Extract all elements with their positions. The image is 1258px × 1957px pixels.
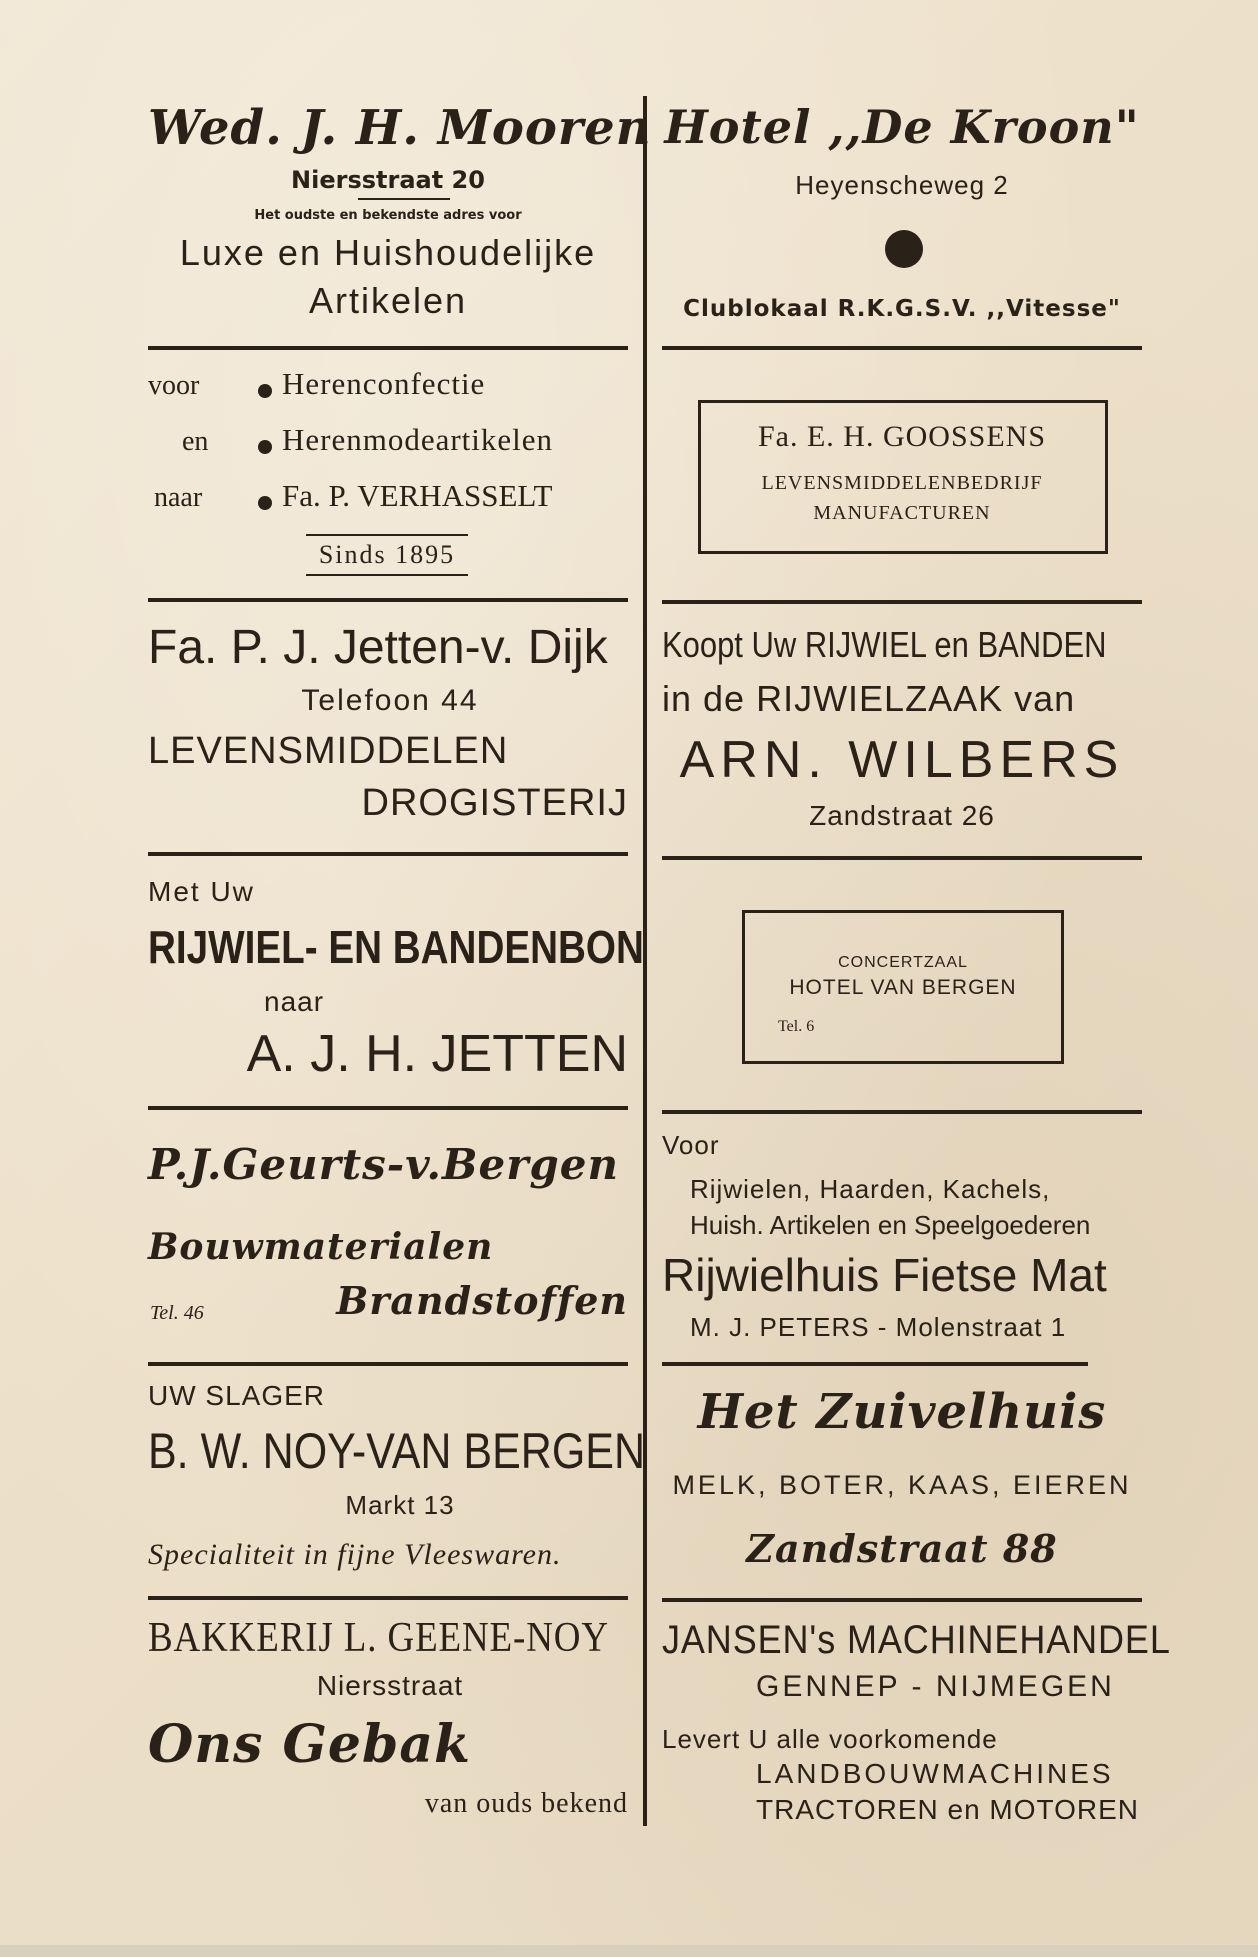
slager-specialty: Specialiteit in fijne Vleeswaren.	[148, 1538, 562, 1571]
fietsemat-line2: Huish. Artikelen en Speelgoederen	[690, 1210, 1091, 1240]
mooren-label-en: en	[182, 426, 209, 457]
bullet-icon	[258, 440, 272, 454]
jansen-line3: TRACTOREN en MOTOREN	[756, 1794, 1140, 1825]
mooren-underline	[358, 198, 450, 200]
zuivelhuis-street: Zandstraat 88	[746, 1526, 1058, 1571]
wilbers-line1: Koopt Uw RIJWIEL en BANDEN	[662, 624, 1107, 665]
fietsemat-name: Rijwielhuis Fietse Mat	[662, 1249, 1107, 1301]
divider-left-3	[148, 852, 628, 856]
mooren-since: Sinds 1895	[318, 540, 456, 569]
mooren-tagline: Het oudste en bekendste adres voor	[254, 208, 522, 223]
jansen-name: JANSEN's MACHINEHANDEL	[662, 1618, 1171, 1662]
wilbers-name: ARN. WILBERS	[679, 731, 1125, 789]
divider-right-3	[662, 856, 1142, 860]
mooren-name: Wed. J. H. Mooren	[148, 100, 652, 156]
geurts-name: P.J.Geurts-v.Bergen	[148, 1140, 619, 1189]
divider-right-6	[662, 1598, 1142, 1602]
divider-left-5	[148, 1362, 628, 1366]
mooren-item: Herenmodeartikelen	[282, 422, 554, 457]
slager-street: Markt 13	[345, 1490, 455, 1520]
bullet-icon	[258, 384, 272, 398]
mooren-item: Herenconfectie	[282, 366, 486, 401]
fietsemat-intro: Voor	[662, 1130, 720, 1160]
slager-intro: UW SLAGER	[148, 1380, 326, 1411]
divider-left-2	[148, 598, 628, 602]
goossens-name: Fa. E. H. GOOSSENS	[757, 420, 1047, 453]
goossens-line1: LEVENSMIDDELENBEDRIJF	[761, 472, 1043, 494]
divider-right-1	[662, 346, 1142, 350]
fietsemat-owner: M. J. PETERS - Molenstraat 1	[690, 1312, 1067, 1342]
divider-left-1	[148, 346, 628, 350]
divider-left-4	[148, 1106, 628, 1110]
wilbers-street: Zandstraat 26	[809, 800, 995, 831]
bakkerij-slogan: Ons Gebak	[148, 1714, 472, 1775]
mooren-line2: Artikelen	[308, 280, 468, 321]
since-topline	[306, 534, 468, 536]
bullet-icon	[885, 230, 923, 268]
concertzaal-tel: Tel. 6	[778, 1018, 815, 1035]
jetten-dijk-phone: Telefoon 44	[301, 684, 479, 717]
mooren-line1: Luxe en Huishoudelijke	[179, 232, 597, 273]
mooren-label-naar: naar	[154, 482, 203, 513]
concertzaal-line2: HOTEL VAN BERGEN	[789, 976, 1017, 999]
bakkerij-name: BAKKERIJ L. GEENE-NOY	[148, 1615, 609, 1661]
bandenbon-headline: RIJWIEL- EN BANDENBON	[148, 921, 644, 973]
since-bottomline	[306, 574, 468, 576]
divider-right-2	[662, 600, 1142, 604]
divider-left-6	[148, 1596, 628, 1600]
jetten-dijk-line2: DROGISTERIJ	[361, 782, 628, 824]
mooren-label-voor: voor	[148, 370, 200, 401]
bandenbon-intro: Met Uw	[148, 876, 255, 907]
bandenbon-name: A. J. H. JETTEN	[246, 1025, 628, 1083]
zuivelhuis-name: Het Zuivelhuis	[697, 1384, 1107, 1440]
jansen-cities: GENNEP - NIJMEGEN	[756, 1670, 1115, 1703]
geurts-line1: Bouwmaterialen	[148, 1226, 494, 1268]
concertzaal-line1: CONCERTZAAL	[838, 954, 968, 971]
geurts-line2: Brandstoffen	[336, 1278, 628, 1323]
divider-right-5	[662, 1362, 1088, 1366]
mooren-item: Fa. P. VERHASSELT	[282, 478, 553, 513]
fietsemat-line1: Rijwielen, Haarden, Kachels,	[690, 1174, 1051, 1204]
kroon-club: Clublokaal R.K.G.S.V. ,,Vitesse"	[683, 296, 1121, 322]
jansen-line1: Levert U alle voorkomende	[662, 1724, 998, 1754]
kroon-name: Hotel ,,De Kroon"	[664, 100, 1140, 154]
bakkerij-tail: van ouds bekend	[424, 1788, 628, 1819]
mooren-street: Niersstraat 20	[291, 166, 485, 194]
divider-right-4	[662, 1110, 1142, 1114]
zuivelhuis-products: MELK, BOTER, KAAS, EIEREN	[672, 1470, 1132, 1500]
goossens-line2: MANUFACTUREN	[813, 502, 991, 524]
slager-name: B. W. NOY-VAN BERGEN	[148, 1423, 645, 1479]
jetten-dijk-line1: LEVENSMIDDELEN	[148, 730, 509, 772]
bakkerij-street: Niersstraat	[316, 1670, 464, 1701]
bandenbon-naar: naar	[264, 986, 325, 1017]
bullet-icon	[258, 496, 272, 510]
jansen-line2: LANDBOUWMACHINES	[756, 1758, 1114, 1789]
kroon-street: Heyenscheweg 2	[795, 170, 1009, 200]
geurts-tel: Tel. 46	[150, 1302, 204, 1324]
wilbers-line2: in de RIJWIELZAAK van	[662, 678, 1076, 719]
jetten-dijk-name: Fa. P. J. Jetten-v. Dijk	[148, 621, 608, 674]
